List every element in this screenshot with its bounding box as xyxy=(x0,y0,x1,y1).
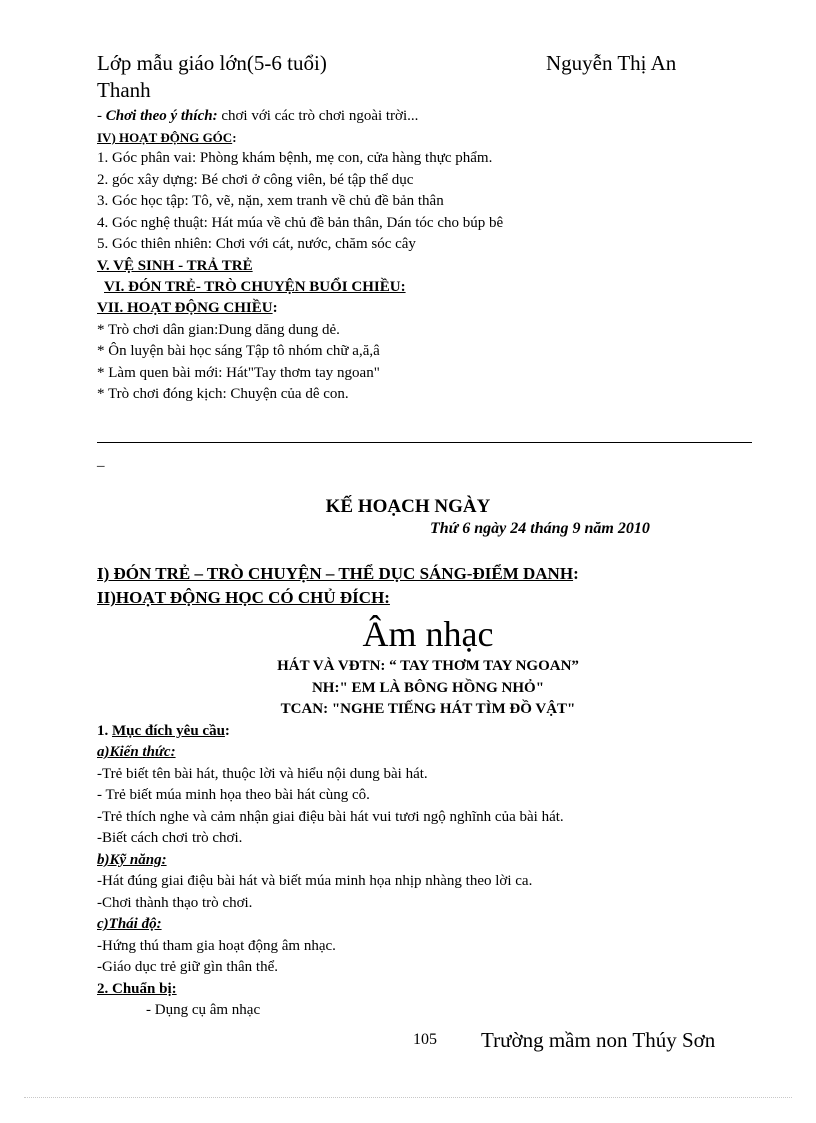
section-1-colon: : xyxy=(573,564,579,583)
knowledge-item: - Trẻ biết múa minh họa theo bài hát cùng cô. xyxy=(97,787,370,803)
attitude-heading: c)Thái độ: xyxy=(97,916,162,932)
topic-line: HÁT VÀ VĐTN: “ TAY THƠM TAY NGOAN” xyxy=(277,658,579,674)
corner-item: 2. góc xây dựng: Bé chơi ở công viên, bé tập thể dục xyxy=(97,172,414,188)
corner-heading-colon: : xyxy=(232,130,237,145)
attitude-item: -Hứng thú tham gia hoạt động âm nhạc. xyxy=(97,938,336,954)
free-play-text: chơi với các trò chơi ngoài trời... xyxy=(217,108,419,124)
objectives-heading: Mục đích yêu cầu xyxy=(112,723,225,739)
corner-item: 3. Góc học tập: Tô, vẽ, nặn, xem tranh về chủ đề bản thân xyxy=(97,193,444,209)
preparation-item: - Dụng cụ âm nhạc xyxy=(146,1002,261,1018)
afternoon-heading-line xyxy=(97,299,278,318)
knowledge-item: -Biết cách chơi trò chơi. xyxy=(97,830,243,846)
afternoon-heading: VII. HOẠT ĐỘNG CHIỀU xyxy=(97,300,273,316)
corner-item: 4. Góc nghệ thuật: Hát múa về chủ đề bản thân, Dán tóc cho búp bê xyxy=(97,215,504,231)
afternoon-item: * Trò chơi đóng kịch: Chuyện của dê con. xyxy=(97,386,349,402)
school-name: Trường mầm non Thúy Sơn xyxy=(481,1028,716,1052)
section-1-heading: I) ĐÓN TRẺ – TRÒ CHUYỆN – THỂ DỤC SÁNG-ĐIỂM DANH xyxy=(97,564,574,583)
plan-date: Thứ 6 ngày 24 tháng 9 năm 2010 xyxy=(430,520,650,537)
afternoon-heading-colon: : xyxy=(272,300,278,316)
knowledge-item: -Trẻ biết tên bài hát, thuộc lời và hiểu nội dung bài hát. xyxy=(97,766,428,782)
skills-item: -Hát đúng giai điệu bài hát và biết múa minh họa nhịp nhàng theo lời ca. xyxy=(97,873,533,889)
corner-heading-line xyxy=(97,128,237,147)
skills-heading: b)Kỹ năng: xyxy=(97,852,167,868)
subject-title: Âm nhạc xyxy=(362,614,494,654)
knowledge-item: -Trẻ thích nghe và cảm nhận giai điệu bài hát vui tươi ngộ nghĩnh của bài hát. xyxy=(97,809,564,825)
hygiene-heading: V. VỆ SINH - TRẢ TRẺ xyxy=(97,258,253,274)
topic-line: NH:" EM LÀ BÔNG HỒNG NHỎ" xyxy=(311,680,545,696)
class-name: Lớp mẫu giáo lớn(5-6 tuổi) xyxy=(97,51,327,75)
teacher-name: Nguyễn Thị An xyxy=(546,51,677,75)
plan-title: KẾ HOẠCH NGÀY xyxy=(325,496,491,517)
afternoon-welcome-heading: VI. ĐÓN TRẺ- TRÒ CHUYỆN BUỔI CHIỀU: xyxy=(104,279,406,295)
afternoon-item: * Ôn luyện bài học sáng Tập tô nhóm chữ a,ă,â xyxy=(97,343,380,359)
page-number: 105 xyxy=(413,1031,437,1048)
free-play-line: - Chơi theo ý thích: chơi với các trò chơi ngoài trời... xyxy=(97,108,419,124)
section-2-heading: II)HOẠT ĐỘNG HỌC CÓ CHỦ ĐÍCH: xyxy=(97,588,390,607)
separator-rule xyxy=(97,442,752,443)
preparation-heading: 2. Chuẩn bị: xyxy=(97,981,177,997)
topic-line: TCAN: "NGHE TIẾNG HÁT TÌM ĐỒ VẬT" xyxy=(280,701,576,717)
attitude-item: -Giáo dục trẻ giữ gìn thân thể. xyxy=(97,959,278,975)
free-play-label: Chơi theo ý thích: xyxy=(105,108,218,124)
teacher-name-continued: Thanh xyxy=(97,78,151,102)
afternoon-item: * Làm quen bài mới: Hát"Tay thơm tay ngoan" xyxy=(97,365,380,381)
objectives-heading-line xyxy=(97,722,230,741)
corner-item: 5. Góc thiên nhiên: Chơi với cát, nước, chăm sóc cây xyxy=(97,236,416,252)
corner-item: 1. Góc phân vai: Phòng khám bệnh, mẹ con, cửa hàng thực phẩm. xyxy=(97,150,493,166)
objectives-colon: : xyxy=(224,723,230,739)
section-1-line xyxy=(97,563,579,584)
page-edge xyxy=(24,1097,792,1098)
objectives-number: 1. xyxy=(97,723,112,739)
knowledge-heading: a)Kiến thức: xyxy=(97,744,176,760)
skills-item: -Chơi thành thạo trò chơi. xyxy=(97,895,253,911)
separator-tail: _ xyxy=(97,453,105,469)
corner-heading: IV) HOẠT ĐỘNG GÓC xyxy=(97,130,233,145)
afternoon-item: * Trò chơi dân gian:Dung dăng dung dẻ. xyxy=(97,322,340,338)
